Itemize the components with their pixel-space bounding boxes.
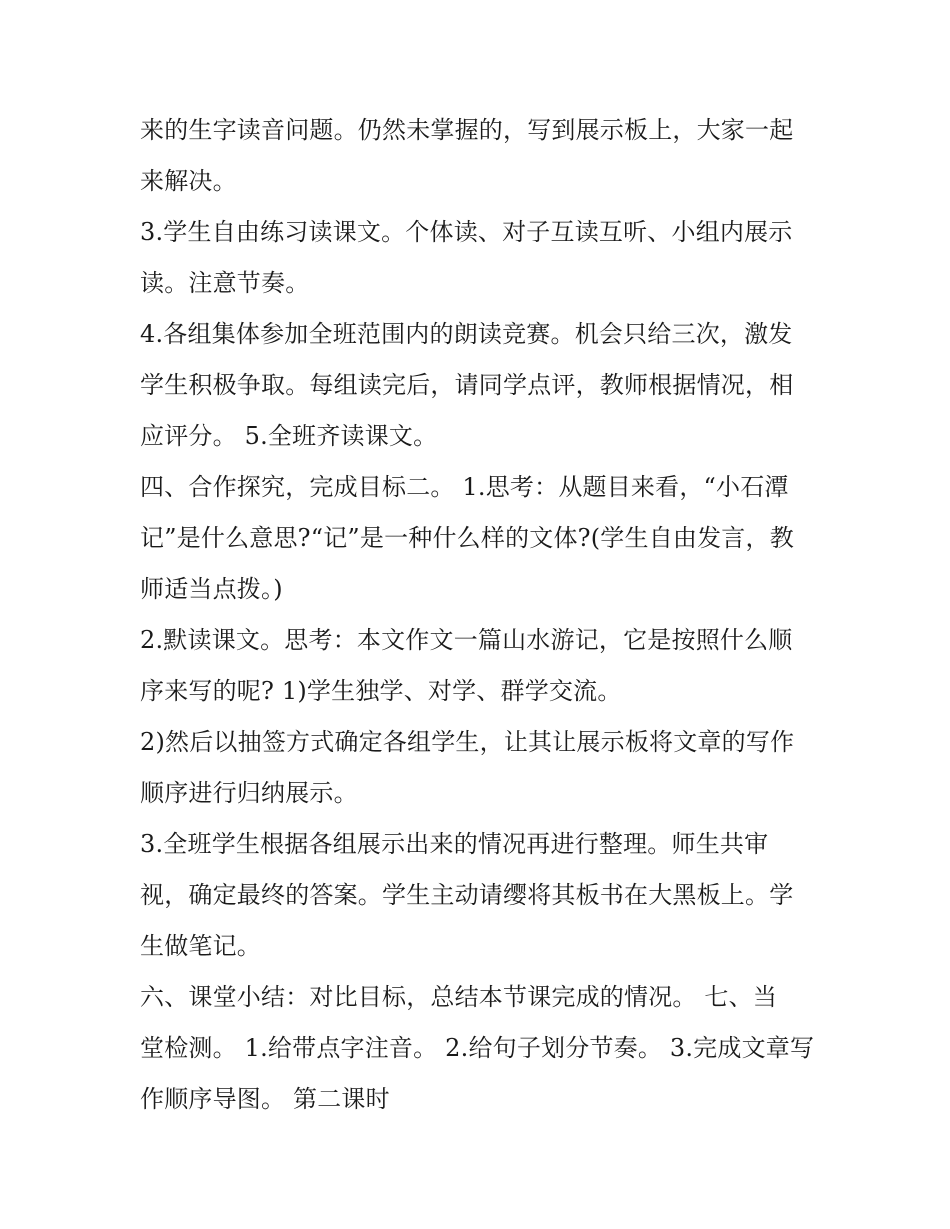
text-line: 来解决。 <box>140 167 237 195</box>
text-line: 视，确定最终的答案。学生主动请缨将其板书在大黑板上。学 <box>140 881 794 909</box>
text-line: 六、课堂小结：对比目标，总结本节课完成的情况。 七、当 <box>140 983 778 1011</box>
text-line: 学生积极争取。每组读完后，请同学点评，教师根据情况，相 <box>140 371 794 399</box>
text-line: 2.默读课文。思考：本文作文一篇山水游记，它是按照什么顺 <box>140 626 793 654</box>
text-line: 四、合作探究，完成目标二。 1.思考：从题目来看，“小石潭 <box>140 473 789 501</box>
text-line: 4.各组集体参加全班范围内的朗读竞赛。机会只给三次，激发 <box>140 320 793 348</box>
text-line: 2)然后以抽签方式确定各组学生，让其让展示板将文章的写作 <box>140 728 795 756</box>
text-line: 记”是什么意思?“记”是一种什么样的文体?(学生自由发言，教 <box>140 524 794 552</box>
text-line: 师适当点拨。) <box>140 575 283 603</box>
text-line: 3.全班学生根据各组展示出来的情况再进行整理。师生共审 <box>140 830 769 858</box>
text-line: 序来写的呢? 1)学生独学、对学、群学交流。 <box>140 677 622 705</box>
text-line: 3.学生自由练习读课文。个体读、对子互读互听、小组内展示 <box>140 218 793 246</box>
document-body <box>140 105 820 1125</box>
text-line: 顺序进行归纳展示。 <box>140 779 358 807</box>
text-line: 堂检测。 1.给带点字注音。 2.给句子划分节奏。 3.完成文章写 <box>140 1034 815 1062</box>
text-line: 读。注意节奏。 <box>140 269 310 297</box>
text-line: 来的生字读音问题。仍然未掌握的，写到展示板上，大家一起 <box>140 116 794 144</box>
text-line: 作顺序导图。 第二课时 <box>140 1085 390 1113</box>
text-line: 应评分。 5.全班齐读课文。 <box>140 422 438 450</box>
text-line: 生做笔记。 <box>140 932 261 960</box>
